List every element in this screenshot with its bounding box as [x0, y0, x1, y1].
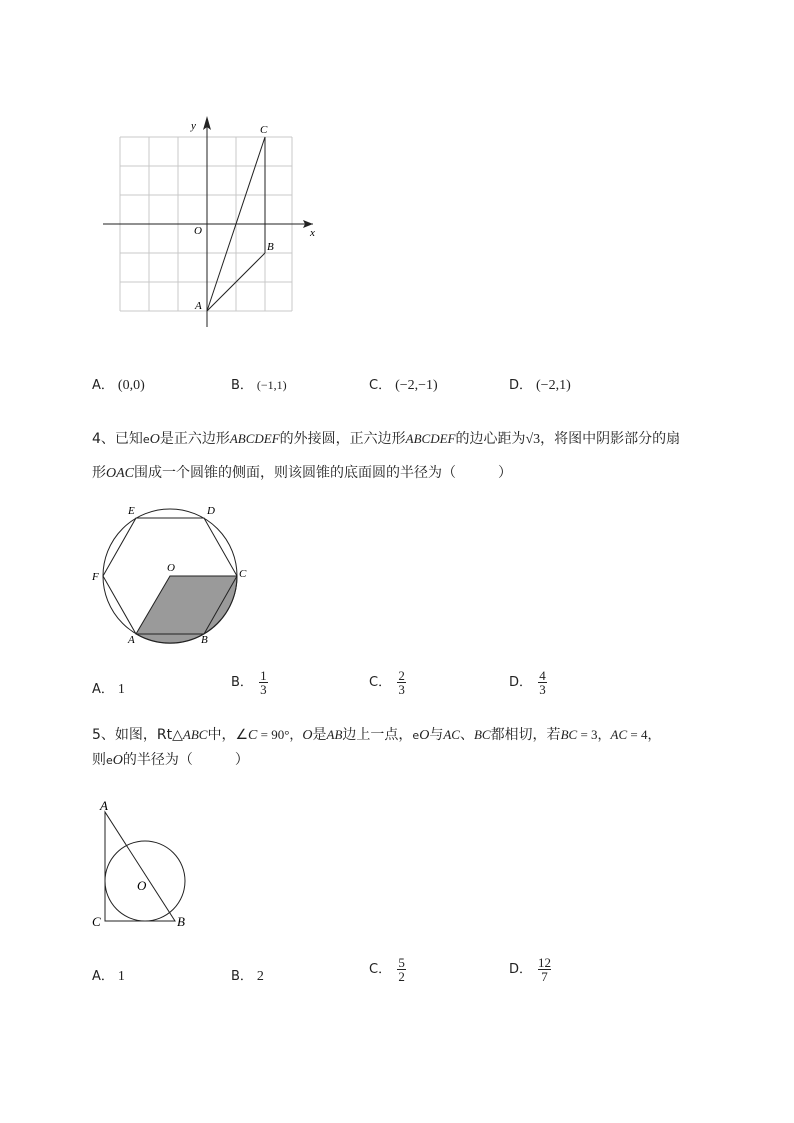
q5-triangle-figure: [88, 795, 198, 930]
q4-option-b[interactable]: B． $\frac{1}{3}$: [231, 668, 267, 697]
fraction: $\frac{5}{2}$: [398, 955, 405, 984]
q3-option-a[interactable]: A． (0,0): [92, 378, 145, 393]
q4-option-a[interactable]: A． 1: [92, 682, 125, 697]
q4-hexagon-figure: [90, 500, 255, 650]
point-o-label: O: [167, 562, 175, 574]
point-b-label: B: [177, 914, 185, 929]
point-c-label: C: [239, 568, 247, 580]
point-e-label: E: [128, 505, 135, 517]
fraction: $\frac{12}{7}$: [538, 955, 552, 984]
q4-option-c[interactable]: C． $\frac{2}{3}$: [369, 668, 405, 697]
q4-stem-line2: 形OAC围成一个圆锥的侧面，则该圆锥的底面圆的半径为（ ）: [92, 465, 512, 481]
point-c-label: C: [92, 914, 101, 929]
point-b-label: B: [201, 634, 208, 646]
point-o-label: O: [137, 878, 147, 893]
fraction: $\frac{1}{3}$: [260, 668, 267, 697]
q3-option-c[interactable]: C． (−2,−1): [369, 378, 438, 393]
q5-option-b[interactable]: B． 2: [231, 969, 264, 984]
q5-option-c[interactable]: C． $\frac{5}{2}$: [369, 955, 405, 984]
fraction: $\frac{2}{3}$: [398, 668, 405, 697]
x-axis-label: x: [310, 227, 315, 239]
q5-stem-line1: 5、如图，Rt△ABC中，∠C = 90°，O是AB边上一点，eO与AC、BC都相切，若BC = 3，AC = 4，: [92, 727, 661, 743]
point-a-label: A: [195, 300, 202, 312]
point-a-label: A: [128, 634, 135, 646]
point-b-label: B: [267, 241, 274, 253]
origin-label: O: [194, 225, 202, 237]
q5-option-a[interactable]: A． 1: [92, 969, 125, 984]
point-a-label: A: [100, 798, 108, 813]
q5-stem-line2: 则eO的半径为（ ）: [92, 752, 249, 768]
point-d-label: D: [207, 505, 215, 517]
fraction: $\frac{4}{3}$: [539, 668, 546, 697]
point-f-label: F: [92, 571, 99, 583]
q3-coordinate-figure: [95, 110, 335, 335]
point-c-label: C: [260, 124, 268, 136]
q3-option-b[interactable]: B． (−1,1): [231, 378, 287, 393]
triangle-abc: [105, 812, 175, 921]
q4-stem-line1: 4、已知eO是正六边形ABCDEF的外接圆，正六边形ABCDEF的边心距为√3，将图中阴影部分的扇: [92, 431, 681, 447]
shaded-sector-oac: [136, 576, 237, 643]
q4-option-d[interactable]: D． $\frac{4}{3}$: [509, 668, 546, 697]
q3-option-d[interactable]: D． (−2,1): [509, 378, 571, 393]
q5-option-d[interactable]: D． $\frac{12}{7}$: [509, 955, 552, 984]
y-axis-label: y: [191, 120, 196, 132]
